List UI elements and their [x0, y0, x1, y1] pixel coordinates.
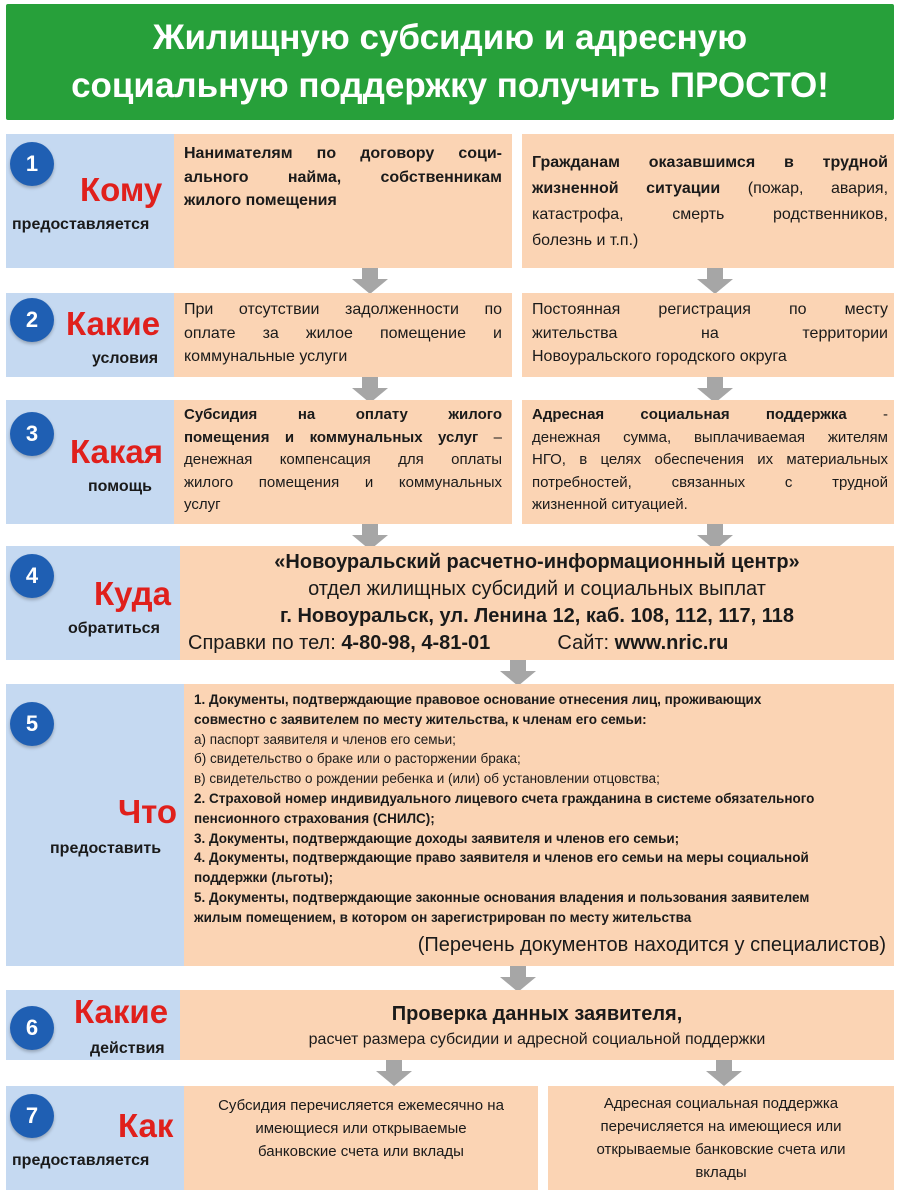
page-header	[6, 4, 894, 120]
step-1-word: Кому	[80, 171, 163, 208]
down-arrow-icon	[500, 660, 536, 686]
step-5-word: Что	[118, 793, 178, 830]
step-1-right-line-4: болезнь и т.п.)	[532, 232, 639, 249]
step-3-left-box	[174, 400, 512, 524]
doc-line: в) свидетельство о рождении ребенка и (или) об установлении отцовства;	[194, 771, 660, 787]
down-arrow-icon	[376, 1060, 412, 1086]
step-2-left-line-1: При отсутствии задолженности по	[184, 301, 502, 318]
step-2-sub: условия	[92, 350, 159, 367]
step-7-right-line-1: Адресная социальная поддержка	[603, 1095, 839, 1112]
step-6-number: 6	[10, 1006, 54, 1050]
step-7-left-line-2: имеющиеся или открываемые	[255, 1120, 467, 1137]
step-2-number: 2	[10, 298, 54, 342]
step-6-word: Какие	[74, 993, 169, 1030]
step-7-left-line-1: Субсидия перечисляется ежемесячно на	[218, 1097, 504, 1114]
step-2-left-line-3: коммунальные услуги	[184, 348, 348, 365]
step-2-word: Какие	[66, 305, 161, 342]
step-1-left-line-2: ального найма, собственникам	[184, 168, 502, 186]
doc-line: 4. Документы, подтверждающие право заявителя и членов его семьи на меры социальной	[194, 850, 809, 866]
doc-line: 1. Документы, подтверждающие правовое основание отнесения лиц, проживающих	[194, 692, 762, 707]
step-7-right-line-2: перечисляется на имеющиеся или	[600, 1118, 842, 1135]
step-1-left-box	[174, 134, 512, 268]
step-6-desc: расчет размера субсидии и адресной социальной поддержки	[308, 1031, 766, 1048]
step-2-right-line-3: Новоуральского городского округа	[532, 348, 787, 365]
doc-line: поддержки (льготы);	[194, 870, 334, 886]
step-3-left-line-5: услуг	[184, 496, 221, 513]
step-1-left-line-3: жилого помещения	[184, 192, 337, 209]
step-1-right-line-3: катастрофа, смерть родственников,	[532, 206, 888, 223]
phone-numbers: 4-80-98, 4-81-01	[341, 632, 491, 654]
step-3-right-box	[522, 400, 894, 524]
step-7-sub: предоставляется	[12, 1152, 150, 1169]
doc-line: 2. Страховой номер индивидуального лицевого счета гражданина в системе обязательного	[194, 790, 815, 806]
step-3-right-line-2: денежная сумма, выплачиваемая жителям	[532, 428, 888, 446]
header-line-2: социальную поддержку получить ПРОСТО!	[71, 66, 829, 105]
step-4-address: г. Новоуральск, ул. Ленина 12, каб. 108, 112, 117, 118	[280, 605, 794, 627]
step-3-left-line-4: жилого помещения и коммунальных	[184, 473, 502, 491]
step-7-left-line-3: банковские счета или вклады	[258, 1143, 464, 1160]
step-2-left-box	[174, 293, 512, 377]
step-3-left-line-2: помещения и коммунальных услуг –	[184, 428, 502, 446]
doc-line: а) паспорт заявителя и членов его семьи;	[194, 731, 456, 747]
step-6-title: Проверка данных заявителя,	[391, 1003, 683, 1025]
step-2-right-line-2: жительства на территории	[532, 324, 888, 342]
doc-line: 3. Документы, подтверждающие доходы заявителя и членов его семьи;	[194, 830, 680, 846]
step-1-number: 1	[10, 142, 54, 186]
doc-line: жилым помещением, в котором он зарегистрирован по месту жительства	[194, 909, 692, 925]
step-3-right-line-5: жизненной ситуацией.	[532, 496, 688, 513]
step-2-right-line-1: Постоянная регистрация по месту	[532, 301, 888, 318]
step-1-right-box	[522, 134, 894, 268]
down-arrow-icon	[697, 268, 733, 294]
step-6-box	[180, 990, 894, 1060]
step-2-right-box	[522, 293, 894, 377]
step-6-sub: действия	[90, 1040, 165, 1057]
step-3-left-line-1: Субсидия на оплату жилого	[184, 406, 502, 423]
site-link[interactable]: www.nric.ru	[614, 632, 729, 654]
step-5-number: 5	[10, 702, 54, 746]
step-4-dept: отдел жилищных субсидий и социальных выплат	[308, 578, 766, 600]
step-3-sub: помощь	[88, 478, 152, 495]
step-7-right-line-4: вклады	[695, 1164, 747, 1181]
step-4-contacts	[180, 630, 894, 657]
step-3-word: Какая	[70, 433, 164, 470]
step-3-right-line-4: потребностей, связанных с трудной	[532, 473, 888, 491]
step-4-sub: обратиться	[68, 620, 160, 637]
step-4-word: Куда	[94, 575, 171, 612]
header-line-1: Жилищную субсидию и адресную	[152, 18, 748, 57]
down-arrow-icon	[500, 966, 536, 992]
step-5-sub: предоставить	[50, 840, 162, 857]
step-7-left-box	[184, 1086, 538, 1190]
step-7-right-box	[548, 1086, 894, 1190]
down-arrow-icon	[352, 268, 388, 294]
doc-line: 5. Документы, подтверждающие законные основания владения и пользования заявителем	[194, 889, 810, 905]
phone-label: Справки по тел:	[188, 632, 342, 654]
site-label: Сайт:	[557, 632, 615, 654]
step-7-number: 7	[10, 1094, 54, 1138]
step-7-word: Как	[118, 1107, 174, 1144]
down-arrow-icon	[706, 1060, 742, 1086]
step-1-right-line-1: Гражданам оказавшимся в трудной	[532, 154, 888, 171]
step-2-left-line-2: оплате за жилое помещение и	[184, 324, 502, 342]
doc-line: пенсионного страхования (СНИЛС);	[194, 810, 435, 826]
docs-note: (Перечень документов находится у специалистов)	[417, 933, 886, 956]
step-3-number: 3	[10, 412, 54, 456]
step-1-sub: предоставляется	[12, 216, 150, 233]
doc-line: б) свидетельство о браке или о расторжении брака;	[194, 751, 521, 767]
step-4-number: 4	[10, 554, 54, 598]
step-1-left-line-1: Нанимателям по договору соци-	[184, 145, 502, 162]
doc-line: совместно с заявителем по месту жительства, к членам его семьи:	[194, 711, 647, 727]
step-1-right-line-2: жизненной ситуации (пожар, авария,	[532, 180, 889, 197]
step-3-left-line-3: денежная компенсация для оплаты	[184, 451, 502, 468]
step-4-org: «Новоуральский расчетно-информационный центр»	[274, 551, 800, 573]
step-7-right-line-3: открываемые банковские счета или	[596, 1141, 846, 1158]
step-3-right-line-1: Адресная социальная поддержка -	[532, 406, 888, 423]
step-5-docs-box	[184, 684, 894, 966]
step-4-info-box	[180, 546, 894, 660]
step-3-right-line-3: НГО, в целях обеспечения их материальных	[532, 451, 888, 468]
